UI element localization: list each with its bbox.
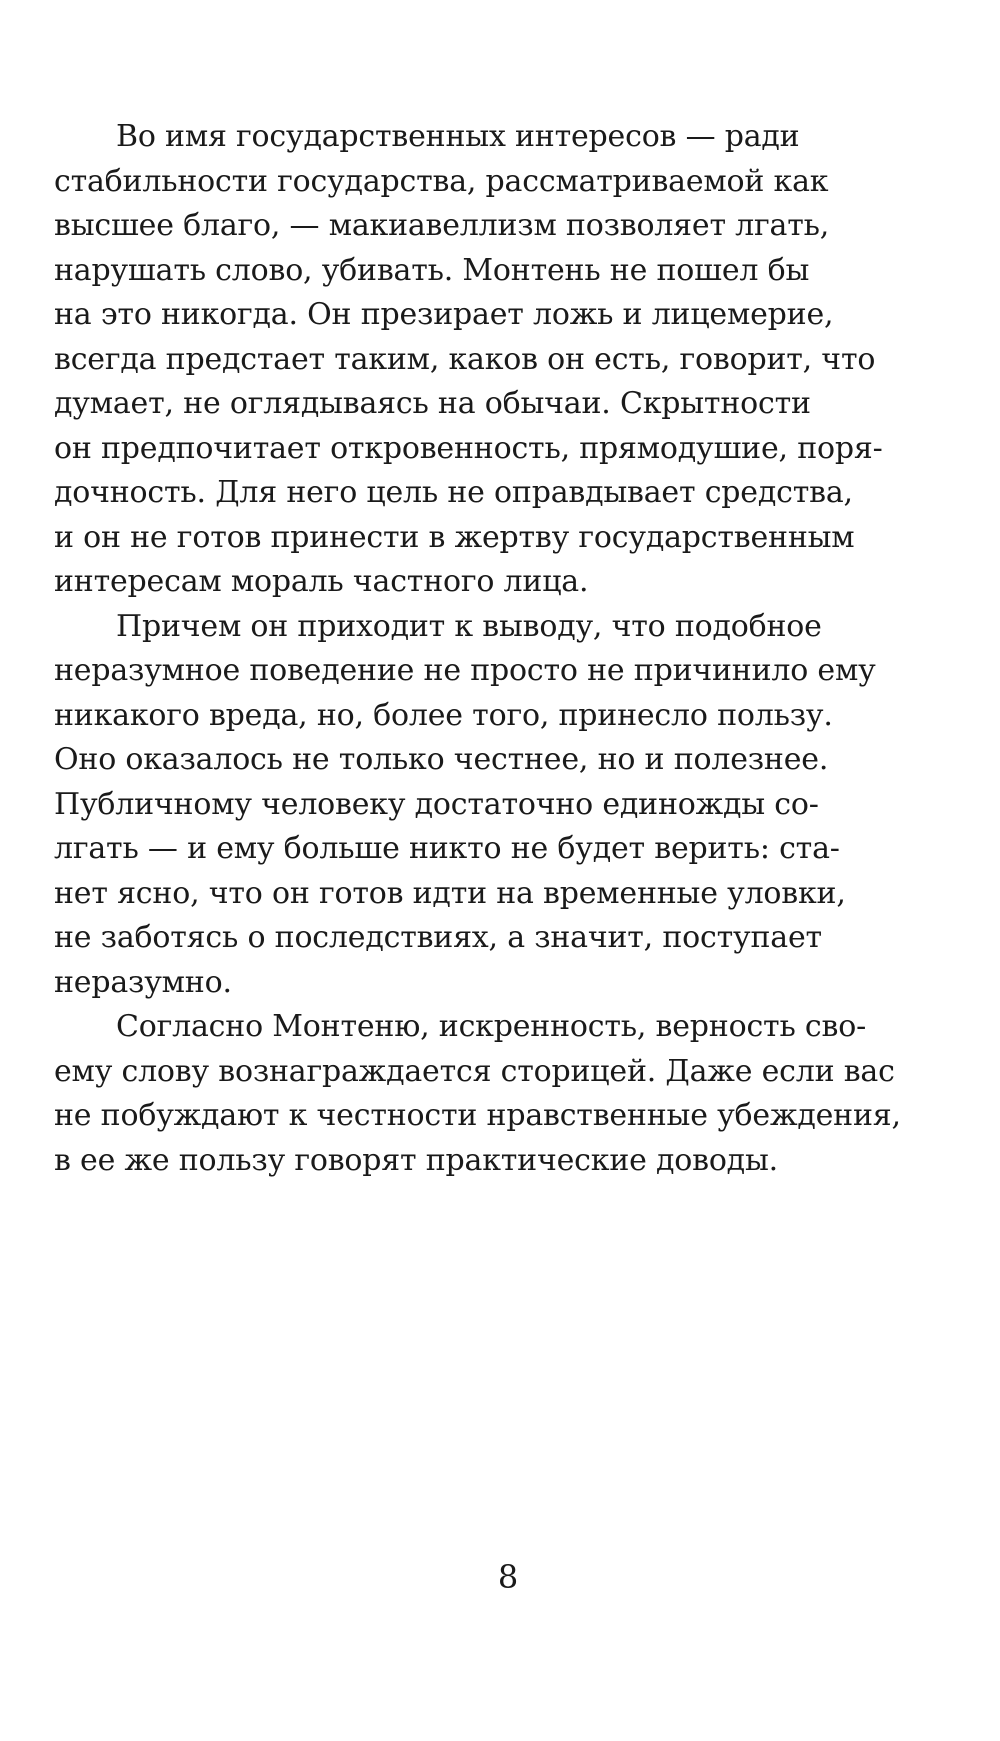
paragraph-2-line-5: Публичному человеку достаточно единожды со- bbox=[54, 786, 819, 822]
paragraph-1-line-8: он предпочитает откровенность, прямодушие, поря- bbox=[54, 430, 883, 466]
paragraph-1-line-5: на это никогда. Он презирает ложь и лицемерие, bbox=[54, 297, 834, 332]
paragraph-1-line-6: всегда предстает таким, каков он есть, говорит, что bbox=[54, 341, 876, 377]
paragraph-2-line-8: не заботясь о последствиях, а значит, поступает bbox=[54, 920, 822, 955]
paragraph-2-line-4: Оно оказалось не только честнее, но и полезнее. bbox=[54, 742, 829, 777]
paragraph-2-line-6: лгать — и ему больше никто не будет верить: ста- bbox=[54, 831, 840, 866]
paragraph-1-line-3: высшее благо, — макиавеллизм позволяет лгать, bbox=[54, 208, 830, 243]
paragraph-1-line-11: интересам мораль частного лица. bbox=[54, 564, 589, 599]
paragraph-2-line-7: нет ясно, что он готов идти на временные уловки, bbox=[54, 875, 846, 911]
paragraph-1-line-7: думает, не оглядываясь на обычаи. Скрытности bbox=[54, 386, 811, 421]
paragraph-3-line-1: Согласно Монтеню, искренность, верность сво- bbox=[116, 1009, 867, 1044]
paragraph-1-line-9: дочность. Для него цель не оправдывает средства, bbox=[54, 475, 853, 510]
paragraph-2-line-3: никакого вреда, но, более того, принесло пользу. bbox=[54, 697, 833, 733]
paragraph-2-line-2: неразумное поведение не просто не причинило ему bbox=[54, 653, 876, 688]
paragraph-1-line-1: Во имя государственных интересов — ради bbox=[116, 119, 800, 154]
paragraph-2-line-9: неразумно. bbox=[54, 964, 232, 1000]
paragraph-1-line-10: и он не готов принести в жертву государственным bbox=[54, 519, 855, 555]
paragraph-3-line-4: в ее же пользу говорят практические доводы. bbox=[54, 1142, 778, 1178]
body-text bbox=[54, 115, 914, 1183]
paragraph-3-line-3: не побуждают к честности нравственные убеждения, bbox=[54, 1098, 901, 1133]
paragraph-1-line-4: нарушать слово, убивать. Монтень не пошел бы bbox=[54, 252, 810, 288]
paragraph-3-line-2: ему слову вознаграждается сторицей. Даже если вас bbox=[54, 1053, 895, 1089]
paragraph-2-line-1: Причем он приходит к выводу, что подобное bbox=[116, 608, 822, 644]
page-number: 8 bbox=[497, 1558, 519, 1596]
paragraph-1-line-2: стабильности государства, рассматриваемой как bbox=[54, 163, 829, 199]
